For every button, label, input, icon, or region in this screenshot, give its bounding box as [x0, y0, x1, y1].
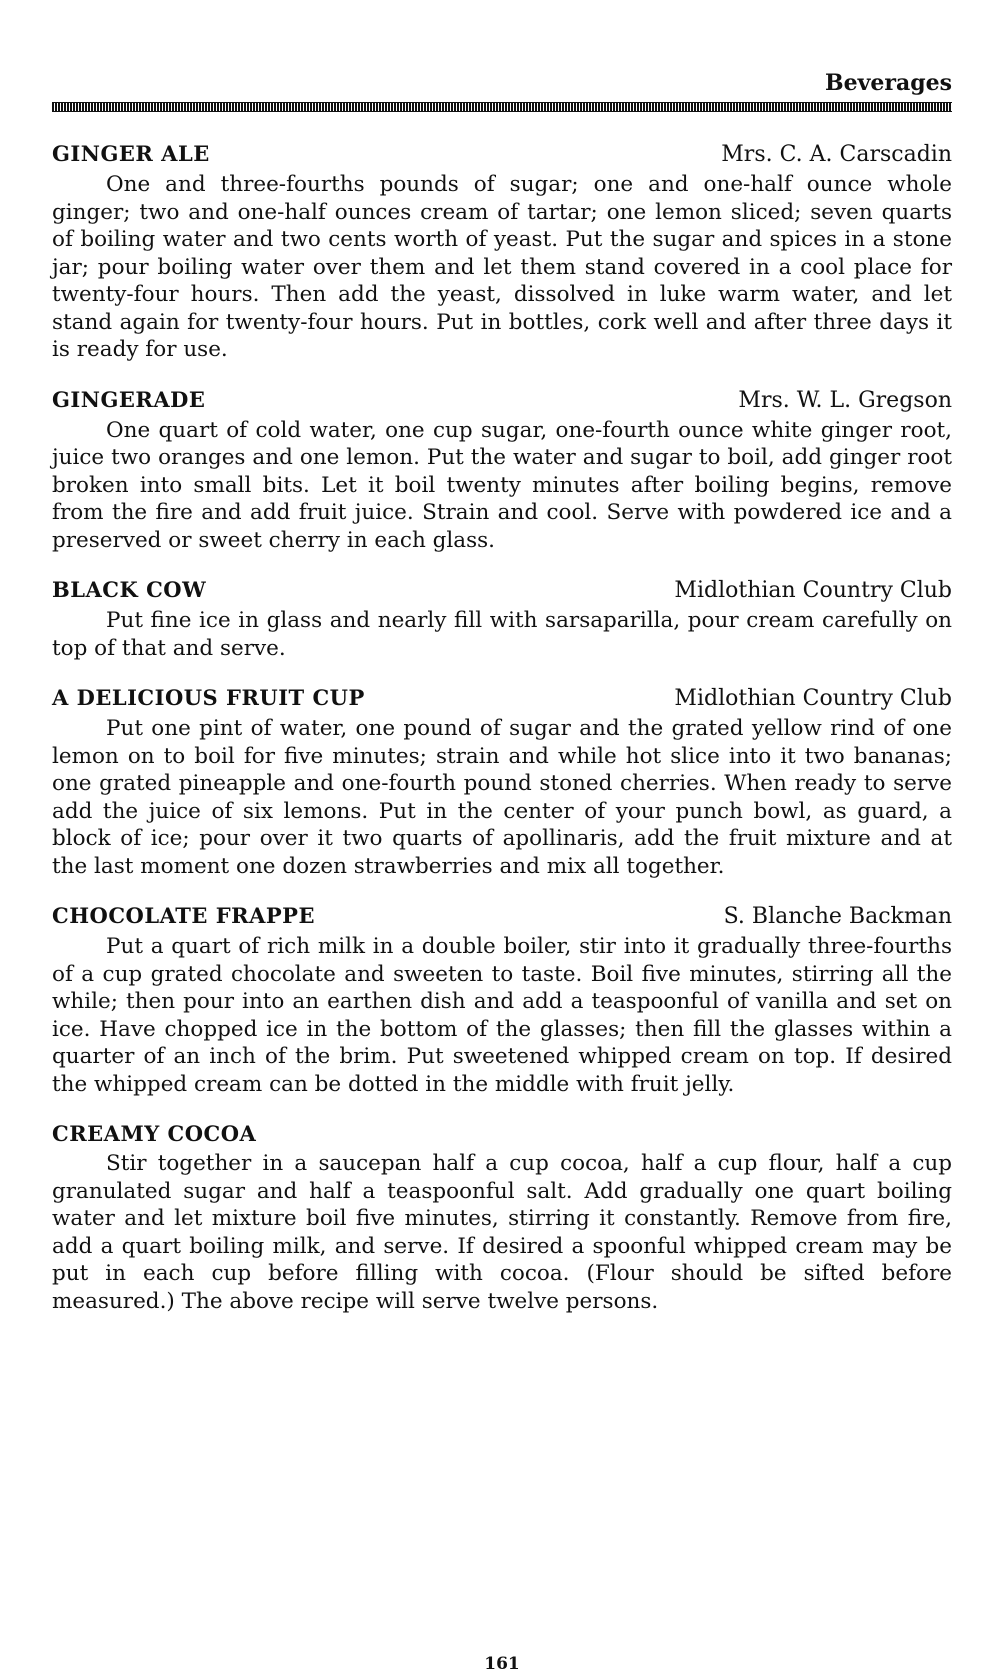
recipe-title: BLACK COW — [52, 577, 207, 602]
recipe-gingerade — [52, 386, 952, 555]
recipe-body: Put a quart of rich milk in a double boiler, stir into it gradually three-fourths of a cup grated chocolate and sweeten to taste. Boil five minutes, stirring all the while; then pour into an earthen dish and add a teaspoonful of vanilla and set on ice. Have chopped ice in the bottom of the glasses; then fill the glasses within a quarter of an inch of the brim. Put sweetened whipped cream on top. If desired the whipped cream can be dotted in the middle with fruit jelly. — [52, 934, 952, 1097]
recipe-header — [52, 576, 952, 605]
recipe-body: One and three-fourths pounds of sugar; one and one-half ounce whole ginger; two and one-half ounces cream of tartar; one lemon sliced; seven quarts of boiling water and two cents worth of yeast. Put the sugar and spices in a stone jar; pour boiling water over them and let them stand covered in a cool place for twenty-four hours. Then add the yeast, dissolved in luke warm water, and let stand again for twenty-four hours. Put in bottles, cork well and after three days it is ready for use. — [52, 172, 952, 362]
recipe-creamy-cocoa — [52, 1120, 952, 1315]
section-running-head: Beverages — [825, 70, 952, 96]
recipe-header — [52, 902, 952, 931]
recipe-body: One quart of cold water, one cup sugar, one-fourth ounce white ginger root, juice two oranges and one lemon. Put the water and sugar to boil, add ginger root broken into small bits. Let it boil twenty minutes after boiling begins, remove from the fire and add fruit juice. Strain and cool. Serve with powdered ice and a preserved or sweet cherry in each glass. — [52, 417, 952, 553]
recipe-header — [52, 140, 952, 169]
recipe-author: Mrs. W. L. Gregson — [738, 387, 952, 413]
recipe-body: Stir together in a saucepan half a cup cocoa, half a cup flour, half a cup granulated sugar and half a teaspoonful salt. Add gradually one quart boiling water and let mixture boil five minutes, stirring it constantly. Remove from fire, add a quart boiling milk, and serve. If desired a spoonful whipped cream may be put in each cup before filling with cocoa. (Flour should be sifted before measured.) The above recipe will serve twelve persons. — [52, 1151, 952, 1314]
recipe-title: GINGER ALE — [52, 141, 210, 166]
recipe-title: CREAMY COCOA — [52, 1121, 257, 1146]
recipe-header — [52, 684, 952, 713]
recipe-author: Mrs. C. A. Carscadin — [721, 142, 952, 167]
recipe-chocolate-frappe — [52, 902, 952, 1098]
recipe-body: Put fine ice in glass and nearly fill with sarsaparilla, pour cream carefully on top of that and serve. — [52, 608, 952, 661]
recipe-header — [52, 1120, 952, 1148]
recipe-header — [52, 386, 952, 415]
header-rule — [52, 102, 952, 112]
recipe-title: CHOCOLATE FRAPPE — [52, 903, 315, 928]
recipe-author: Midlothian Country Club — [674, 578, 952, 603]
page-number: 161 — [484, 1654, 520, 1674]
recipe-title: GINGERADE — [52, 386, 206, 412]
recipe-title: A DELICIOUS FRUIT CUP — [52, 685, 365, 710]
recipe-body: Put one pint of water, one pound of sugar and the grated yellow rind of one lemon on to boil for five minutes; strain and while hot slice into it two bananas; one grated pineapple and one-fourth pound stoned cherries. When ready to serve add the juice of six lemons. Put in the center of your punch bowl, as guard, a block of ice; pour over it two quarts of apollinaris, add the fruit mixture and at the last moment one dozen strawberries and mix all together. — [52, 716, 952, 879]
recipe-fruit-cup — [52, 684, 952, 880]
recipe-author: S. Blanche Backman — [723, 904, 952, 929]
recipe-author: Midlothian Country Club — [674, 686, 952, 711]
book-page — [52, 70, 952, 1674]
recipe-black-cow — [52, 576, 952, 662]
recipe-ginger-ale — [52, 140, 952, 364]
